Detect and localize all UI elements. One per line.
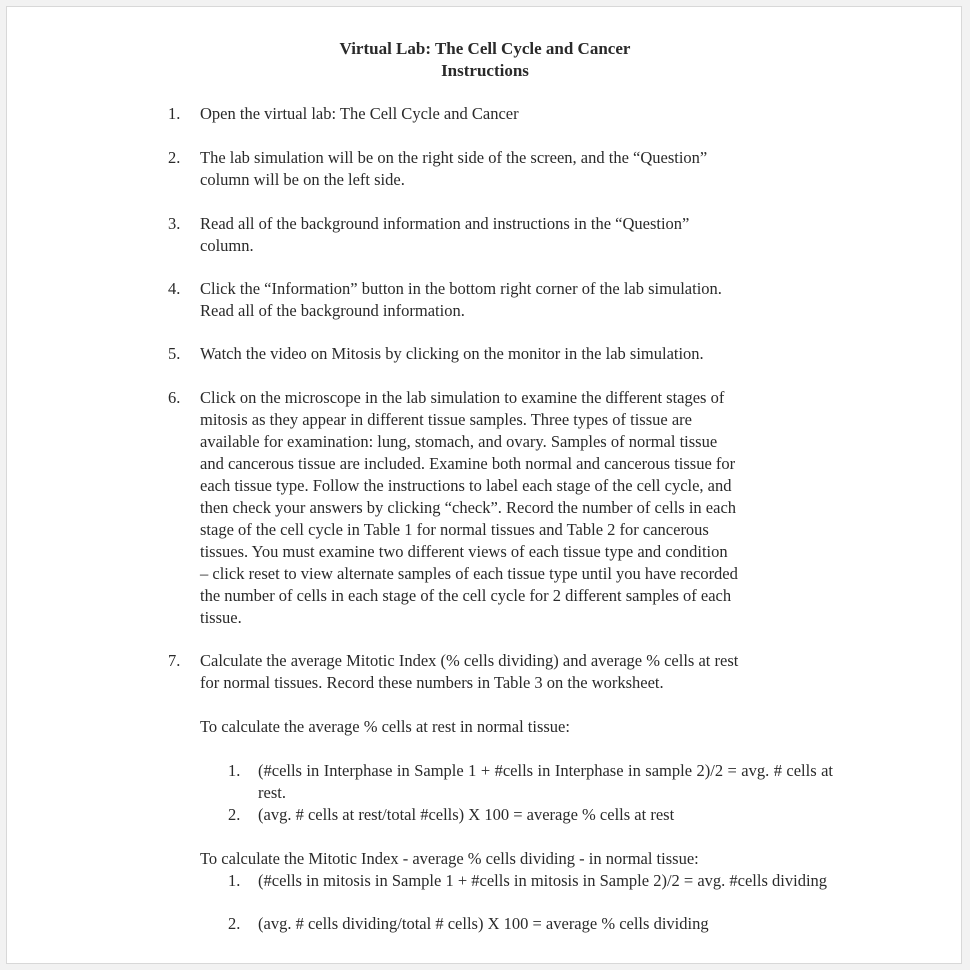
step-text: Open the virtual lab: The Cell Cycle and Cancer [200, 104, 519, 123]
step-number: 5. [168, 344, 181, 363]
step-text: The lab simulation will be on the right side of the screen, and the “Question” column will be on the left side. [200, 148, 708, 189]
step-number: 3. [168, 214, 181, 233]
title-line-1: Virtual Lab: The Cell Cycle and Cancer [339, 39, 631, 58]
mitotic-step-number: 1. [228, 871, 241, 890]
step-text: Calculate the average Mitotic Index (% cells dividing) and average % cells at rest for normal tissues. Record these numbers in Table 3 on the worksheet. [200, 651, 739, 692]
mitotic-step-number: 2. [228, 914, 241, 933]
step-text: Click on the microscope in the lab simulation to examine the different stages of mitosis as they appear in different tissue samples. Three types of tissue are available for examination: lung, stomach, and ovary. Samples of normal tissue and cancerous tissue are included. Examine both normal and cancerous tissue for each tissue type. Follow the instructions to label each stage of the cell cycle, and then check your answers by clicking “check”. Record the number of cells in each stage of the cell cycle in Table 1 for normal tissues and Table 2 for cancerous tissues. You must examine two different views of each tissue type and condition – click reset to view alternate samples of each tissue type until you have recorded the number of cells in each stage of the cell cycle for 2 different samples of each tissue. [200, 388, 738, 627]
mitotic-heading: To calculate the Mitotic Index - average % cells dividing - in normal tissue: [200, 849, 699, 868]
mitotic-step-text: (#cells in mitosis in Sample 1 + #cells in mitosis in Sample 2)/2 = avg. #cells dividing [258, 871, 828, 890]
step-number: 6. [168, 388, 181, 407]
step-number: 7. [168, 651, 181, 670]
step-text: Read all of the background information and instructions in the “Question” column. [200, 214, 690, 255]
rest-heading: To calculate the average % cells at rest in normal tissue: [200, 717, 570, 736]
step-text: Click the “Information” button in the bottom right corner of the lab simulation. Read all of the background information. [200, 279, 722, 320]
step-number: 2. [168, 148, 181, 167]
rest-step-text: (avg. # cells at rest/total #cells) X 100 = average % cells at rest [258, 805, 675, 824]
step-text: Watch the video on Mitosis by clicking on the monitor in the lab simulation. [200, 344, 704, 363]
rest-step-text: (#cells in Interphase in Sample 1 + #cells in Interphase in sample 2)/2 = avg. # cells at rest. [258, 761, 833, 802]
step-number: 4. [168, 279, 181, 298]
mitotic-step-text: (avg. # cells dividing/total # cells) X 100 = average % cells dividing [258, 914, 709, 933]
rest-step-number: 1. [228, 761, 241, 780]
step-number: 1. [168, 104, 181, 123]
title-line-2: Instructions [441, 61, 529, 80]
rest-step-number: 2. [228, 805, 241, 824]
